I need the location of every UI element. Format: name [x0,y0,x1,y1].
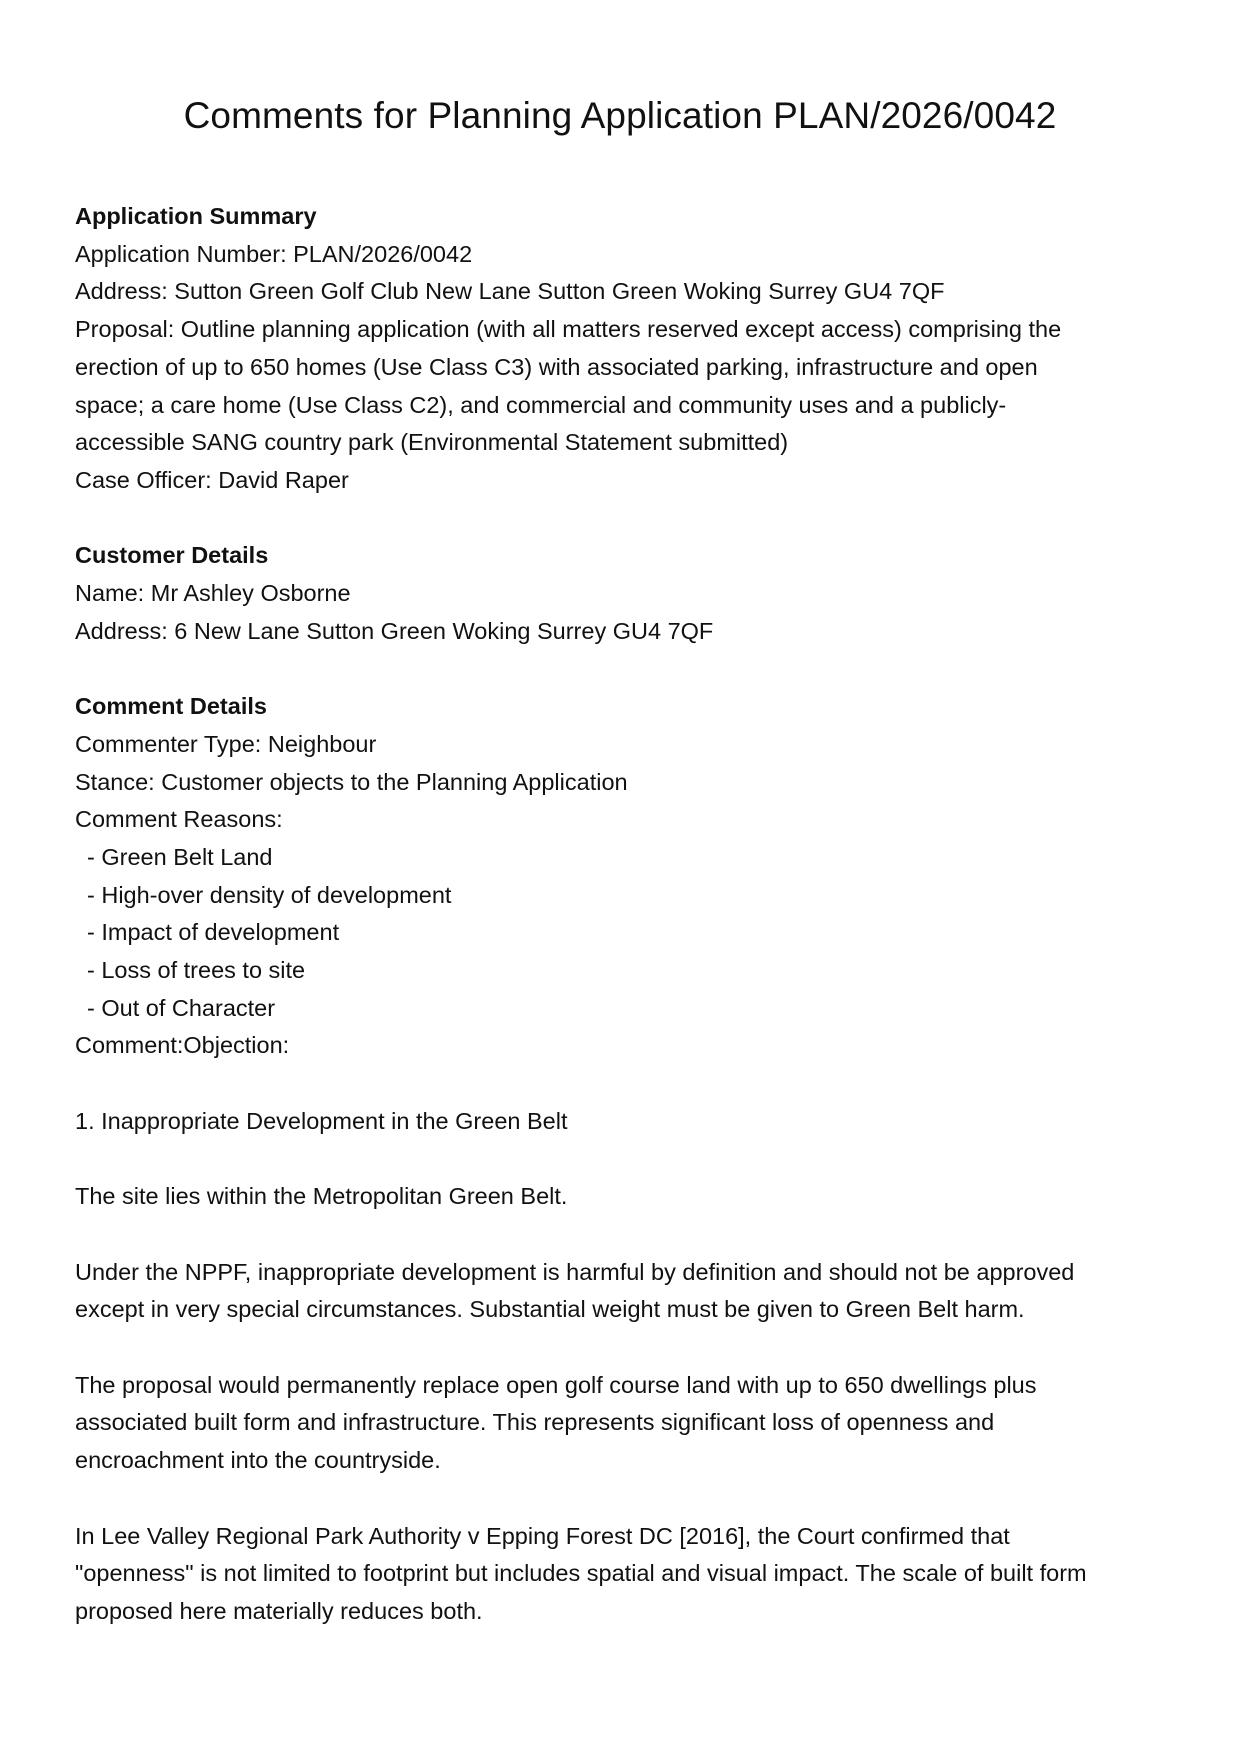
comment-paragraph-line: encroachment into the countryside. [75,1447,441,1474]
comment-paragraph-line: proposed here materially reduces both. [75,1597,483,1624]
objection-point-heading: 1. Inappropriate Development in the Green Belt [75,1107,568,1134]
comment-details-heading: Comment Details [75,693,267,720]
customer-name: Name: Mr Ashley Osborne [75,580,351,607]
page-title: Comments for Planning Application PLAN/2026/0042 [183,95,1057,136]
spacer [75,1216,1175,1254]
comment-reasons-label: Comment Reasons: [75,806,283,833]
comment-paragraph-line: associated built form and infrastructure. This represents significant loss of openness and [75,1409,995,1436]
spacer [75,1329,1175,1367]
proposal-line: Proposal: Outline planning application (with all matters reserved except access) comprising the [75,316,1062,343]
document-content [75,198,1175,1631]
comment-reason-item: - Impact of development [87,919,340,946]
spacer [75,1141,1175,1179]
comment-paragraph-line: The proposal would permanently replace open golf course land with up to 650 dwellings plus [75,1371,1037,1398]
spacer [75,500,1175,538]
application-summary-heading: Application Summary [75,203,317,229]
comment-reason-item: - Out of Character [87,994,276,1021]
proposal-line: accessible SANG country park (Environmental Statement submitted) [75,429,789,456]
proposal-line: space; a care home (Use Class C2), and commercial and community uses and a publicly- [75,391,1007,418]
comment-reason-item: - Loss of trees to site [87,957,306,984]
comment-paragraph-line: In Lee Valley Regional Park Authority v Epping Forest DC [2016], the Court confirmed that [75,1522,1010,1549]
application-address: Address: Sutton Green Golf Club New Lane Sutton Green Woking Surrey GU4 7QF [75,278,945,305]
comment-paragraph-line: Under the NPPF, inappropriate development is harmful by definition and should not be approved [75,1258,1075,1285]
comment-reason-item: - Green Belt Land [87,843,273,870]
proposal-line: erection of up to 650 homes (Use Class C3) with associated parking, infrastructure and open [75,353,1038,380]
spacer [75,1480,1175,1518]
comment-paragraph: The site lies within the Metropolitan Green Belt. [75,1183,568,1210]
customer-address: Address: 6 New Lane Sutton Green Woking Surrey GU4 7QF [75,617,714,644]
customer-details-heading: Customer Details [75,542,269,569]
case-officer: Case Officer: David Raper [75,466,349,493]
comment-paragraph-line: except in very special circumstances. Substantial weight must be given to Green Belt harm. [75,1296,1025,1323]
comment-paragraph-line: "openness" is not limited to footprint but includes spatial and visual impact. The scale of built form [75,1560,1087,1587]
spacer [75,1065,1175,1103]
spacer [75,650,1175,688]
commenter-type: Commenter Type: Neighbour [75,730,377,757]
comment-label: Comment:Objection: [75,1032,290,1059]
stance: Stance: Customer objects to the Planning Application [75,768,628,795]
comment-reason-item: - High-over density of development [87,881,452,908]
application-number: Application Number: PLAN/2026/0042 [75,240,473,267]
